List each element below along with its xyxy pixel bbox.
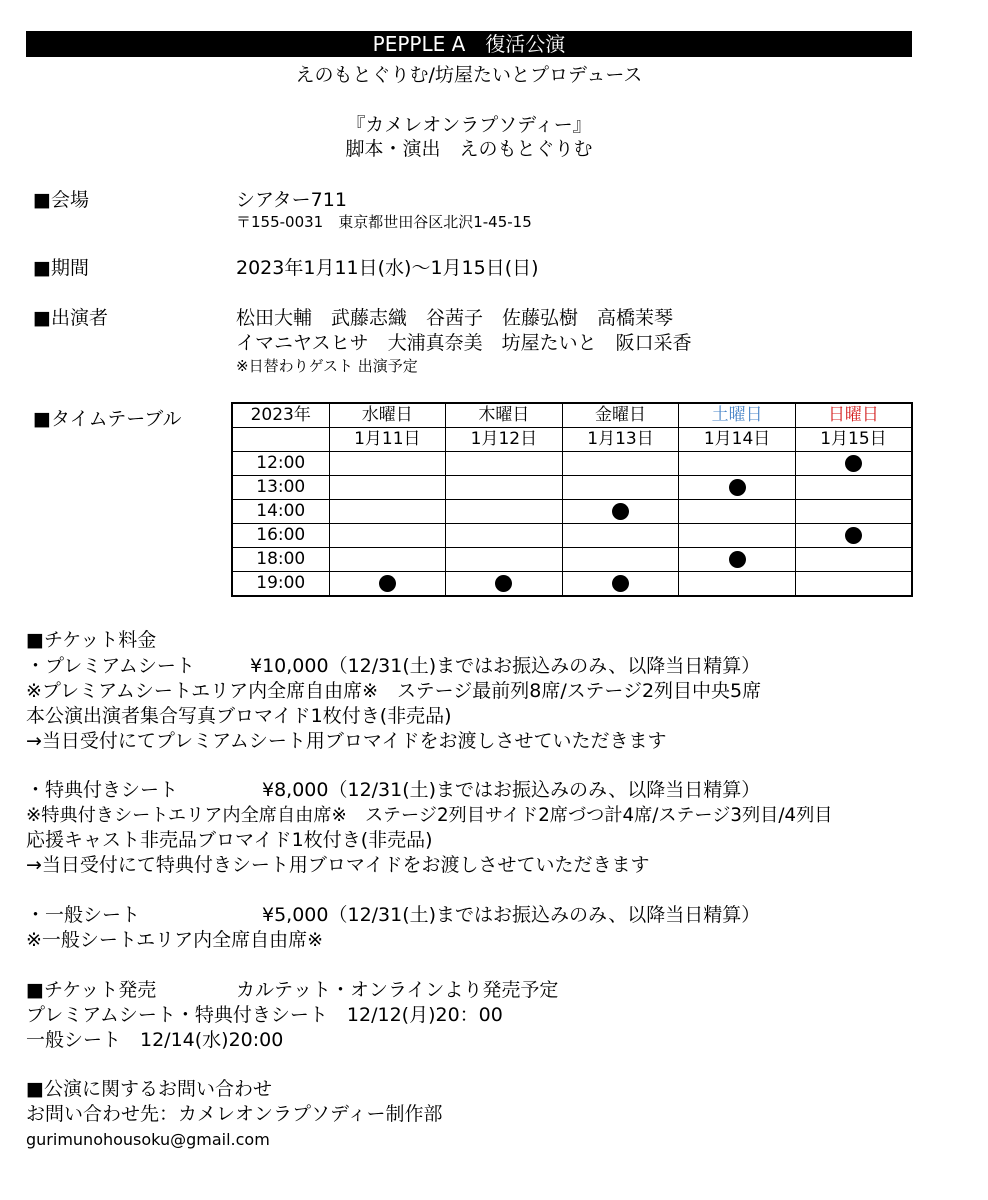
show-cell (329, 452, 446, 476)
show-cell (446, 572, 563, 597)
show-cell (446, 524, 563, 548)
contact-line-1: お問い合わせ先：カメレオンラプソディー制作部 (26, 1103, 443, 1125)
empty-cell (232, 428, 329, 452)
show-cell (329, 524, 446, 548)
time-cell: 14:00 (232, 500, 329, 524)
show-cell (446, 452, 563, 476)
timetable-label: ■タイムテーブル (33, 408, 182, 430)
weekday-cell: 木曜日 (446, 403, 563, 428)
tickets-label: ■チケット料金 (26, 629, 157, 651)
timetable (231, 402, 913, 597)
contact-email: gurimunohousoku@gmail.com (26, 1130, 270, 1149)
play-title: 『カメレオンラプソディー』 (346, 114, 592, 136)
weekday-cell: 土曜日 (679, 403, 796, 428)
show-cell (562, 476, 679, 500)
show-cell (446, 476, 563, 500)
show-cell (446, 500, 563, 524)
producer-line: えのもとぐりむ/坊屋たいとプロデュース (295, 64, 643, 86)
show-cell (679, 524, 796, 548)
performance-dot-icon (495, 575, 512, 592)
general-price: ¥5,000（12/31(土)まではお振込みのみ、以降当日精算） (262, 904, 761, 926)
venue-label: ■会場 (33, 189, 89, 211)
premium-note-1: ※プレミアムシートエリア内全席自由席※ ステージ最前列8席/ステージ2列目中央5席 (26, 680, 762, 702)
timetable-weekday-row (232, 403, 912, 428)
date-cell: 1月14日 (679, 428, 796, 452)
premium-name: ・プレミアムシート (26, 655, 195, 677)
show-cell (562, 572, 679, 597)
show-cell (329, 572, 446, 597)
weekday-cell: 金曜日 (562, 403, 679, 428)
venue-address: 〒155-0031 東京都世田谷区北沢1-45-15 (236, 213, 532, 231)
time-cell: 13:00 (232, 476, 329, 500)
general-name: ・一般シート (26, 904, 141, 926)
show-cell (562, 500, 679, 524)
date-cell: 1月12日 (446, 428, 563, 452)
show-cell (795, 524, 912, 548)
credit-line: 脚本・演出 えのもとぐりむ (345, 138, 593, 160)
timetable-year: 2023年 (232, 403, 329, 428)
period-value: 2023年1月11日(水)～1月15日(日) (236, 257, 539, 279)
period-label: ■期間 (33, 257, 89, 279)
cast-label: ■出演者 (33, 307, 108, 329)
weekday-cell: 日曜日 (795, 403, 912, 428)
show-cell (679, 476, 796, 500)
cast-guest-note: ※日替わりゲスト 出演予定 (236, 357, 418, 375)
show-cell (679, 500, 796, 524)
time-cell: 16:00 (232, 524, 329, 548)
timetable-date-row (232, 428, 912, 452)
show-cell (679, 548, 796, 572)
show-cell (679, 452, 796, 476)
time-cell: 19:00 (232, 572, 329, 597)
timetable-row (232, 476, 912, 500)
performance-dot-icon (612, 503, 629, 520)
premium-note-3: →当日受付にてプレミアムシート用ブロマイドをお渡しさせていただきます (26, 730, 667, 752)
show-cell (795, 476, 912, 500)
special-note-3: →当日受付にて特典付きシート用ブロマイドをお渡しさせていただきます (26, 854, 650, 876)
timetable-row (232, 500, 912, 524)
special-note-2: 応援キャスト非売品ブロマイド1枚付き(非売品) (26, 829, 433, 851)
sales-line-1: プレミアムシート・特典付きシート 12/12(月)20：00 (26, 1004, 503, 1026)
sales-line-2: 一般シート 12/14(水)20:00 (26, 1029, 284, 1051)
sales-channel: カルテット・オンラインより発売予定 (236, 979, 559, 1001)
show-cell (562, 452, 679, 476)
premium-note-2: 本公演出演者集合写真ブロマイド1枚付き(非売品) (26, 705, 452, 727)
performance-dot-icon (379, 575, 396, 592)
show-cell (795, 500, 912, 524)
time-cell: 18:00 (232, 548, 329, 572)
venue-name: シアター711 (236, 189, 347, 211)
timetable-row (232, 548, 912, 572)
sales-label: ■チケット発売 (26, 979, 157, 1001)
general-note-1: ※一般シートエリア内全席自由席※ (26, 929, 324, 951)
performance-dot-icon (845, 527, 862, 544)
show-cell (446, 548, 563, 572)
performance-dot-icon (729, 479, 746, 496)
cast-line-1: 松田大輔 武藤志織 谷茜子 佐藤弘樹 高橋茉琴 (236, 307, 674, 329)
contact-label: ■公演に関するお問い合わせ (26, 1078, 272, 1100)
performance-dot-icon (729, 551, 746, 568)
date-cell: 1月15日 (795, 428, 912, 452)
show-cell (329, 548, 446, 572)
show-cell (562, 524, 679, 548)
performance-dot-icon (612, 575, 629, 592)
performance-dot-icon (845, 455, 862, 472)
time-cell: 12:00 (232, 452, 329, 476)
show-cell (329, 500, 446, 524)
date-cell: 1月13日 (562, 428, 679, 452)
timetable-row (232, 524, 912, 548)
cast-line-2: イマニヤスヒサ 大浦真奈美 坊屋たいと 阪口采香 (236, 332, 692, 354)
show-cell (562, 548, 679, 572)
date-cell: 1月11日 (329, 428, 446, 452)
timetable-row (232, 452, 912, 476)
show-cell (795, 452, 912, 476)
show-cell (679, 572, 796, 597)
special-note-1: ※特典付きシートエリア内全席自由席※ ステージ2列目サイド2席づつ計4席/ステージ3列目/4列目 (26, 805, 833, 826)
special-price: ¥8,000（12/31(土)まではお振込みのみ、以降当日精算） (262, 779, 761, 801)
event-title-bar: PEPPLE A 復活公演 (26, 31, 912, 57)
show-cell (795, 572, 912, 597)
premium-price: ¥10,000（12/31(土)まではお振込みのみ、以降当日精算） (250, 655, 761, 677)
show-cell (329, 476, 446, 500)
show-cell (795, 548, 912, 572)
weekday-cell: 水曜日 (329, 403, 446, 428)
special-name: ・特典付きシート (26, 779, 179, 801)
timetable-row (232, 572, 912, 597)
